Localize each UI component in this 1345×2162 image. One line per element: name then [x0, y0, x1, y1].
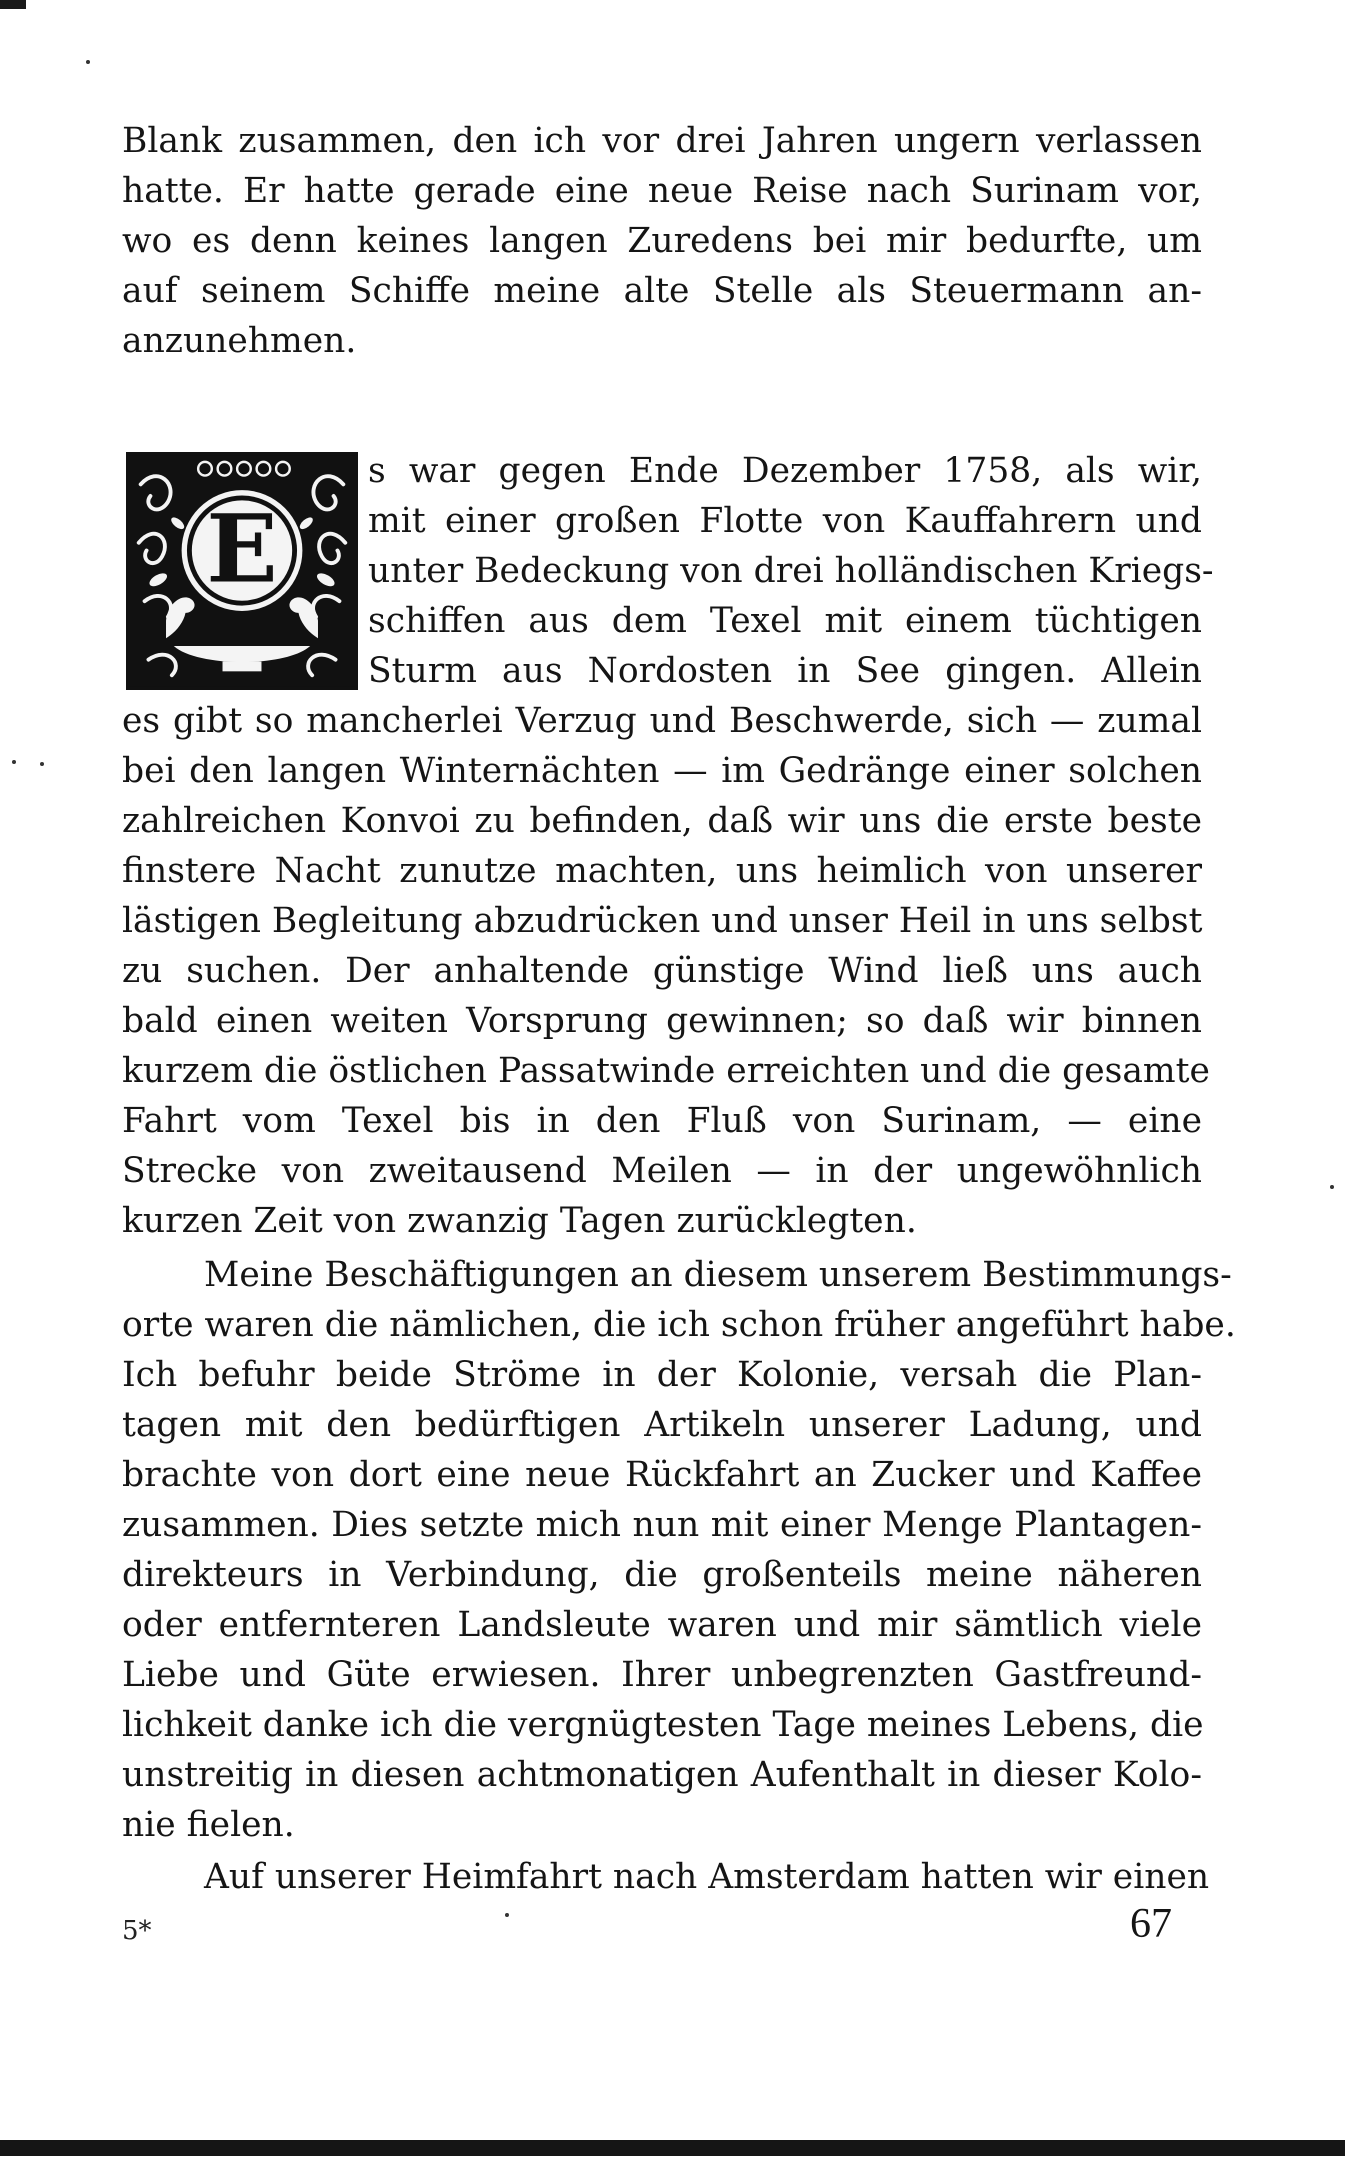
text-line: unter Bedeckung von drei holländischen Kriegs-: [368, 551, 1214, 591]
text-line: kurzen Zeit von zwanzig Tagen zurücklegten.: [122, 1201, 917, 1241]
text-line: zu suchen. Der anhaltende günstige Wind ließ uns auch: [122, 951, 1202, 991]
scan-speck: [505, 1913, 509, 1917]
text-line: hatte. Er hatte gerade eine neue Reise nach Surinam vor,: [122, 171, 1202, 211]
text-line: Blank zusammen, den ich vor drei Jahren ungern verlassen: [122, 121, 1202, 161]
scan-speck: [86, 60, 90, 64]
text-line: Strecke von zweitausend Meilen — in der ungewöhnlich: [122, 1151, 1202, 1191]
text-line: brachte von dort eine neue Rückfahrt an Zucker und Kaffee: [122, 1455, 1202, 1495]
text-line: anzunehmen.: [122, 321, 357, 361]
text-line: wo es denn keines langen Zuredens bei mir bedurfte, um: [122, 221, 1202, 261]
text-line: direkteurs in Verbindung, die großenteils meine näheren: [122, 1555, 1202, 1595]
text-line: s war gegen Ende Dezember 1758, als wir,: [368, 451, 1202, 491]
text-line: nie fielen.: [122, 1805, 295, 1845]
drop-cap-letter: E: [206, 494, 278, 605]
text-line: es gibt so mancherlei Verzug und Beschwerde, sich — zumal: [122, 701, 1202, 741]
scan-corner-mark: [0, 0, 26, 9]
text-line: kurzem die östlichen Passatwinde erreichten und die gesamte: [122, 1051, 1210, 1091]
signature-mark: 5*: [122, 1916, 152, 1946]
text-line: oder entfernteren Landsleute waren und mir sämtlich viele: [122, 1605, 1202, 1645]
page-number: 67: [1130, 1901, 1172, 1947]
paragraph-1: [122, 116, 1202, 366]
text-line: unstreitig in diesen achtmonatigen Aufenthalt in dieser Kolo-: [122, 1755, 1202, 1795]
scan-speck: [40, 762, 44, 766]
text-line: tagen mit den bedürftigen Artikeln unserer Ladung, und: [122, 1405, 1202, 1445]
paragraph-2: [122, 446, 1214, 1246]
text-line: Ich befuhr beide Ströme in der Kolonie, versah die Plan-: [122, 1355, 1202, 1395]
text-line: Fahrt vom Texel bis in den Fluß von Surinam, — eine: [122, 1101, 1202, 1141]
text-line: Meine Beschäftigungen an diesem unserem Bestimmungs-: [204, 1255, 1232, 1295]
text-line: zahlreichen Konvoi zu befinden, daß wir uns die erste beste: [122, 801, 1202, 841]
text-line: mit einer großen Flotte von Kauffahrern und: [368, 501, 1202, 541]
text-line: finstere Nacht zunutze machten, uns heimlich von unserer: [122, 851, 1202, 891]
text-line: lichkeit danke ich die vergnügtesten Tage meines Lebens, die: [122, 1705, 1204, 1745]
text-line: Sturm aus Nordosten in See gingen. Allein: [368, 651, 1202, 691]
text-line: auf seinem Schiffe meine alte Stelle als Steuermann an-: [122, 271, 1202, 311]
scan-bottom-edge: [0, 2140, 1345, 2156]
text-line: bald einen weiten Vorsprung gewinnen; so daß wir binnen: [122, 1001, 1202, 1041]
text-line: orte waren die nämlichen, die ich schon früher angeführt habe.: [122, 1305, 1236, 1345]
text-line: lästigen Begleitung abzudrücken und unser Heil in uns selbst: [122, 901, 1203, 941]
text-line: Auf unserer Heimfahrt nach Amsterdam hatten wir einen: [204, 1857, 1210, 1897]
text-line: Liebe und Güte erwiesen. Ihrer unbegrenzten Gastfreund-: [122, 1655, 1202, 1695]
text-line: schiffen aus dem Texel mit einem tüchtigen: [368, 601, 1202, 641]
paragraph-4: [122, 1852, 1210, 1902]
scan-speck: [1330, 1185, 1334, 1189]
scan-speck: [12, 760, 16, 764]
text-line: bei den langen Winternächten — im Gedränge einer solchen: [122, 751, 1202, 791]
paragraph-3: [122, 1250, 1236, 1850]
text-line: zusammen. Dies setzte mich nun mit einer Menge Plantagen-: [122, 1505, 1202, 1545]
